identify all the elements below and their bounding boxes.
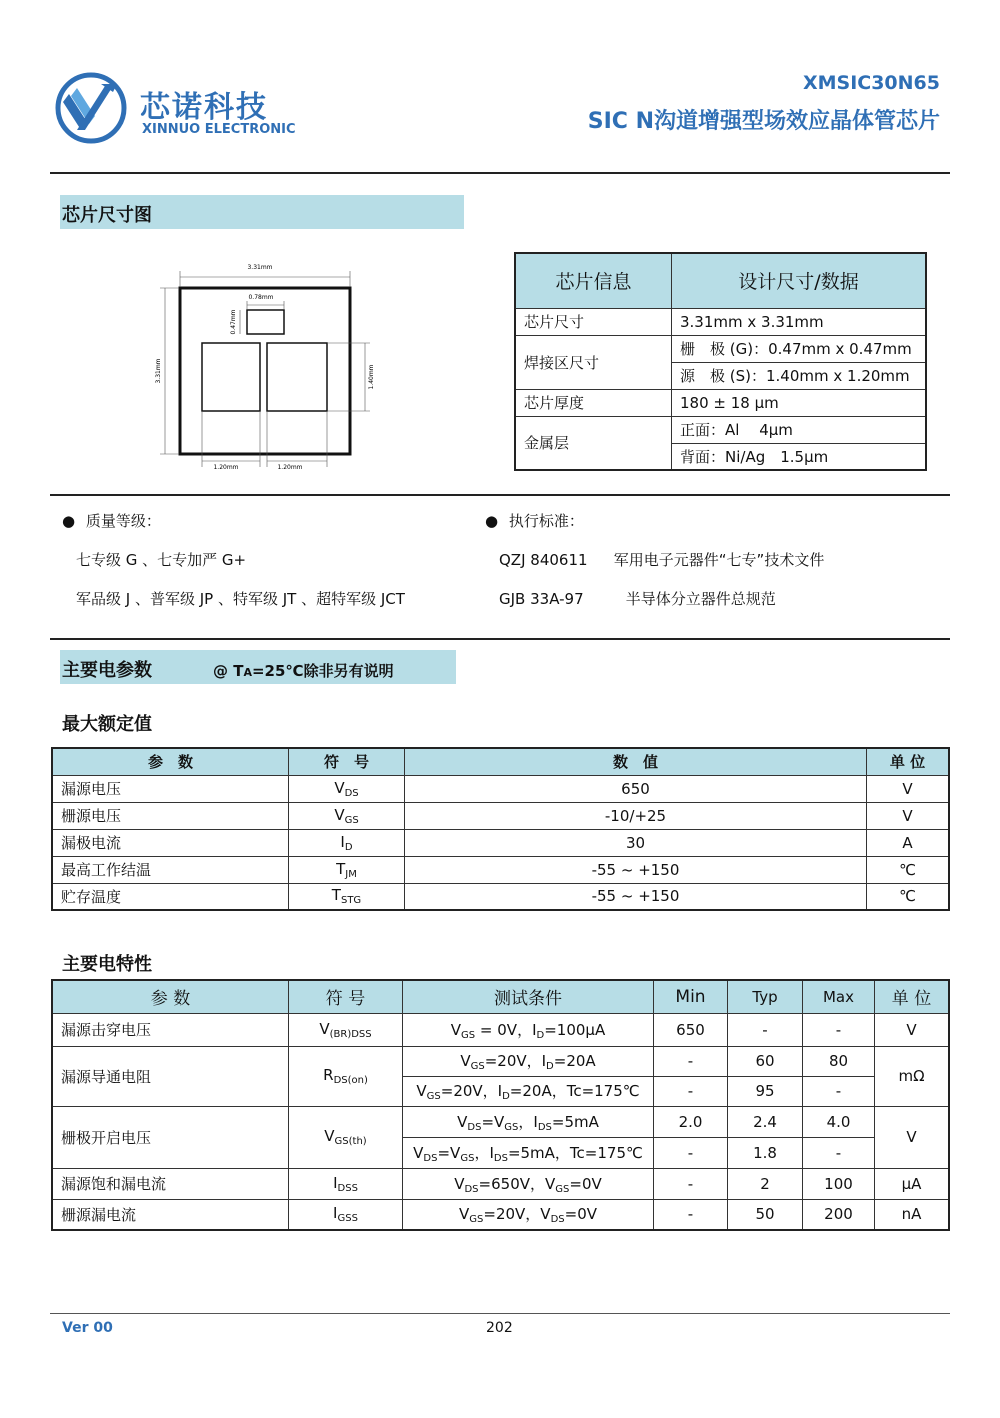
logo	[55, 72, 127, 144]
chip-info-head-left: 芯片信息	[515, 253, 672, 308]
standards-title: 执行标准：	[508, 512, 584, 530]
cond-r4: $V_{DS}=650V$，$V_{GS}=0V$	[403, 1168, 654, 1199]
cond-r2a: $V_{GS}=20V$，$I_D=20A$	[403, 1046, 654, 1076]
quality-title: 质量等级：	[85, 512, 161, 530]
dim-pad2-width-label: 1.20mm	[277, 464, 303, 471]
mr-head-value: 数 值	[405, 748, 867, 775]
source-pad-left	[202, 343, 260, 411]
cond-r2b: $V_{GS}=20V$，$I_D=20A$，Tc=175℃	[403, 1076, 654, 1106]
quality-block	[62, 510, 405, 609]
chip-size-label: 芯片尺寸	[515, 308, 672, 335]
quality-line-2: 军品级 J 、普军级 JP 、特军级 JT 、超特军级 JCT	[76, 590, 405, 608]
thickness-label: 芯片厚度	[515, 389, 672, 416]
table-row: 栅极开启电压 $V_{GS(th)}$ $V_{DS}=V_{GS}$，$I_{DS}=5mA$ 2.0 2.4 4.0 V	[52, 1106, 949, 1137]
table-row: $V_{DS}=V_{GS}$，$I_{DS}=5mA$，Tc=175℃ - 1.8 -	[52, 1137, 949, 1168]
chip-size-value: 3.31mm x 3.31mm	[672, 308, 927, 335]
ch-head-typ: Typ	[728, 980, 803, 1013]
chip-dimension-diagram	[150, 255, 390, 475]
table-row: 漏源击穿电压 $V_{(BR)DSS}$ $V_{GS} = 0V$，$I_D=100\mu A$ 650 - - V	[52, 1013, 949, 1046]
pad-size-label: 焊接区尺寸	[515, 335, 672, 389]
mr-head-unit: 单 位	[867, 748, 950, 775]
metal-label: 金属层	[515, 416, 672, 470]
page-number: 202	[486, 1320, 513, 1336]
gate-pad-value: 栅 极 (G)：0.47mm x 0.47mm	[672, 335, 927, 362]
cond-r5: $V_{GS}=20V$，$V_{DS}=0V$	[403, 1199, 654, 1230]
ch-head-min: Min	[654, 980, 728, 1013]
characteristics-title: 主要电特性	[62, 954, 152, 975]
dim-gate-height-label: 0.47mm	[230, 309, 237, 335]
front-metal-value: 正面：Al 4µm	[672, 416, 927, 443]
characteristics-table	[51, 979, 950, 1231]
version-label: Ver 00	[62, 1320, 113, 1336]
quality-line-1: 七专级 G 、七专加严 G+	[76, 551, 247, 569]
table-row: $V_{GS}=20V$，$I_D=20A$，Tc=175℃ - 95 -	[52, 1076, 949, 1106]
section-title-chip-dims: 芯片尺寸图	[62, 205, 152, 226]
table-row: 漏源饱和漏电流 $I_{DSS}$ $V_{DS}=650V$，$V_{GS}=0V$ - 2 100 µA	[52, 1168, 949, 1199]
std2-code: GJB 33A-97	[499, 590, 584, 608]
test-condition-note: @ TA=25℃除非另有说明	[213, 662, 394, 680]
table-row: 栅源电压 $V_{GS}$ -10/+25 V	[52, 802, 949, 829]
mr-head-param: 参 数	[52, 748, 289, 775]
source-pad-value: 源 极 (S)：1.40mm x 1.20mm	[672, 362, 927, 389]
chip-outline	[180, 288, 350, 454]
brand-name-en: XINNUO ELECTRONIC	[142, 122, 296, 137]
cond-r3a: $V_{DS}=V_{GS}$，$I_{DS}=5mA$	[403, 1106, 654, 1137]
header-divider	[50, 172, 950, 174]
dim-height-label: 3.31mm	[155, 358, 162, 384]
chip-info-table	[514, 252, 927, 471]
chip-info-head-right: 设计尺寸/数据	[672, 253, 927, 308]
table-row: 漏源导通电阻 $R_{DS(on)}$ $V_{GS}=20V$，$I_D=20A$ - 60 80 mΩ	[52, 1046, 949, 1076]
section-title-elec: 主要电参数	[62, 660, 152, 681]
brand-name-cn: 芯诺科技	[140, 90, 268, 125]
table-row: 栅源漏电流 $I_{GSS}$ $V_{GS}=20V$，$V_{DS}=0V$ - 50 200 nA	[52, 1199, 949, 1230]
max-ratings-title: 最大额定值	[62, 714, 152, 735]
back-metal-value: 背面：Ni/Ag 1.5µm	[672, 443, 927, 470]
mr-head-symbol: 符 号	[289, 748, 405, 775]
std1-code: QZJ 840611	[499, 551, 588, 569]
dim-width-label: 3.31mm	[247, 264, 273, 271]
footer-divider	[50, 1313, 950, 1314]
ch-head-unit: 单 位	[875, 980, 950, 1013]
thickness-value: 180 ± 18 µm	[672, 389, 927, 416]
table-row: 漏极电流 $I_D$ 30 A	[52, 829, 949, 856]
bullet-icon: ●	[62, 512, 76, 530]
table-row: 最高工作结温 $T_{JM}$ -55 ~ +150 ℃	[52, 856, 949, 883]
divider-1	[50, 494, 950, 496]
std2-desc: 半导体分立器件总规范	[625, 590, 776, 608]
table-row: 贮存温度 $T_{STG}$ -55 ~ +150 ℃	[52, 883, 949, 910]
part-number: XMSIC30N65	[802, 72, 940, 94]
dim-gate-width-label: 0.78mm	[248, 294, 274, 301]
gate-pad	[247, 310, 284, 334]
table-row: 漏源电压 $V_{DS}$ 650 V	[52, 775, 949, 802]
ch-head-cond: 测试条件	[403, 980, 654, 1013]
divider-2	[50, 638, 950, 640]
std1-desc: 军用电子元器件“七专”技术文件	[613, 551, 825, 569]
cond-r1: $V_{GS} = 0V$，$I_D=100\mu A$	[403, 1013, 654, 1046]
bullet-icon: ●	[485, 512, 499, 530]
dim-pad1-width-label: 1.20mm	[213, 464, 239, 471]
device-subtitle: SIC N沟道增强型场效应晶体管芯片	[587, 109, 940, 134]
max-ratings-table	[51, 747, 950, 911]
ch-head-param: 参 数	[52, 980, 289, 1013]
dim-pad-height-label: 1.40mm	[368, 364, 375, 390]
ch-head-max: Max	[803, 980, 875, 1013]
source-pad-right	[267, 343, 327, 411]
standards-block	[485, 510, 824, 609]
cond-r3b: $V_{DS}=V_{GS}$，$I_{DS}=5mA$，Tc=175℃	[403, 1137, 654, 1168]
ch-head-symbol: 符 号	[289, 980, 403, 1013]
